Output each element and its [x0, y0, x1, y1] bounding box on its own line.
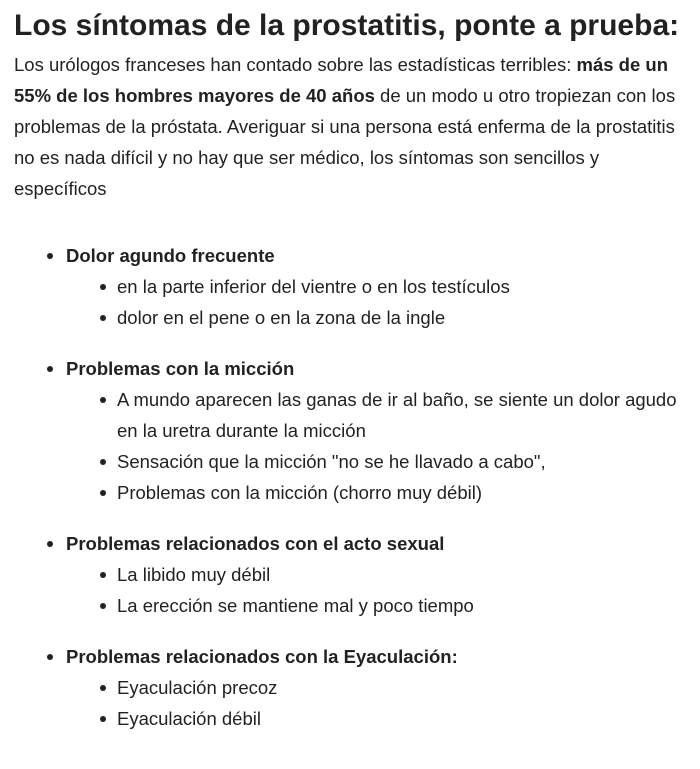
intro-text-after: de un modo u otro tropiezan con los problemas de la próstata. Averiguar si una persona está enferma de la prostatitis no es nada difícil y no hay que ser médico, los síntomas son sencillos y específicos: [14, 85, 676, 199]
symptom-group-title: Problemas relacionados con la Eyaculación:: [66, 646, 458, 667]
symptom-group: [14, 353, 686, 508]
symptom-item: en la parte inferior del vientre o en los testículos: [66, 271, 686, 302]
symptom-item: La libido muy débil: [66, 559, 686, 590]
symptom-item: La erección se mantiene mal y poco tiempo: [66, 590, 686, 621]
symptom-sublist: [66, 271, 686, 333]
symptom-sublist: [66, 672, 686, 734]
intro-bold-statistic: más de un 55% de los hombres mayores de 40 años: [14, 54, 669, 106]
symptom-item: Sensación que la micción "no se he llavado a cabo",: [66, 446, 686, 477]
symptom-item: Problemas con la micción (chorro muy débil): [66, 477, 686, 508]
symptom-item: Eyaculación débil: [66, 703, 686, 734]
page-title: Los síntomas de la prostatitis, ponte a prueba:: [14, 9, 680, 42]
intro-text-before: Los urólogos franceses han contado sobre las estadísticas terribles:: [14, 54, 577, 75]
article: [14, 0, 686, 754]
symptom-groups-list: [14, 240, 686, 734]
symptom-group: [14, 641, 686, 734]
symptom-group-title: Dolor agundo frecuente: [66, 245, 275, 266]
symptom-group-title: Problemas con la micción: [66, 358, 295, 379]
symptom-group: [14, 240, 686, 333]
symptom-group: [14, 528, 686, 621]
symptom-group-title: Problemas relacionados con el acto sexual: [66, 533, 445, 554]
symptom-item: dolor en el pene o en la zona de la ingle: [66, 302, 686, 333]
symptom-item: A mundo aparecen las ganas de ir al baño, se siente un dolor agudo en la uretra durante la micción: [66, 384, 686, 446]
intro-paragraph: [14, 49, 686, 204]
symptom-sublist: [66, 384, 686, 508]
symptom-sublist: [66, 559, 686, 621]
symptom-item: Eyaculación precoz: [66, 672, 686, 703]
